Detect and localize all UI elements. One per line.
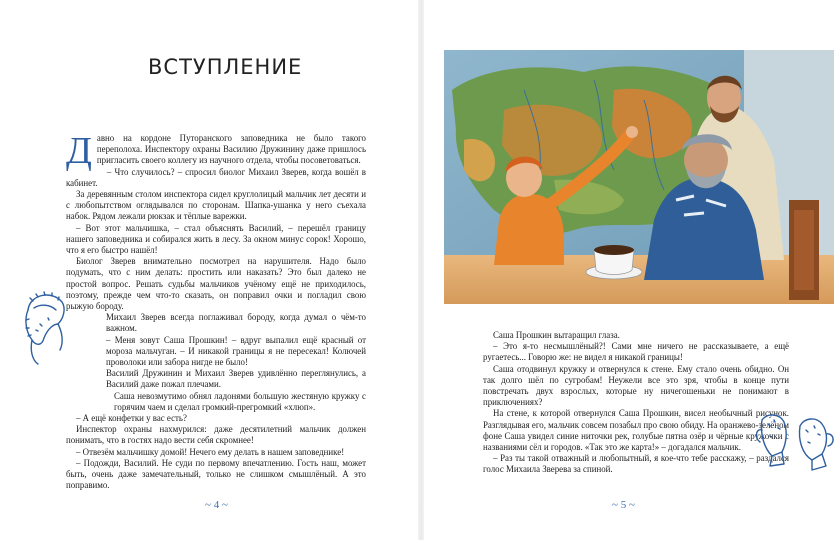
paragraph: Саша Прошкин вытаращил глаза. xyxy=(493,330,620,340)
paragraph: За деревянным столом инспектора сидел круглолицый мальчик лет десяти и с любопытством оглядывался по сторонам. Шапка-ушанка у него съехала набок. Рядом лежали рюкзак и тёплые варежки. xyxy=(66,189,366,222)
paragraph: Давно на кордоне Путоранского заповедника не было такого переполоха. Инспектору охраны Василию Дружинину даже пришлось пригласить своего коллегу из научного отдела, чтобы посоветоваться. xyxy=(66,130,366,172)
ushanka-hat-icon xyxy=(18,280,74,370)
right-page-text xyxy=(483,330,789,476)
paragraph: На стене, к которой отвернулся Саша Прошкин, висел необычный рисунок. Разглядывая его, мальчик совсем позабыл про свою обиду. На оранжево-зелёном фоне Саша увидел синие ниточки рек, голубые пятна озёр и чёрные кружочки с названиями сёл и городов. «Так это же карта!» – догадался мальчик. xyxy=(483,408,789,453)
paragraph: Василий Дружинин и Михаил Зверев удивлённо переглянулись, а Василий даже пожал плечами. xyxy=(106,368,366,390)
chapter-title: ВСТУПЛЕНИЕ xyxy=(148,55,303,79)
paragraph: Инспектор охраны нахмурился: даже десятилетний мальчик должен понимать, что в гостях надо вести себя скромнее! xyxy=(66,424,366,446)
paragraph: – А ещё конфетки у вас есть? xyxy=(76,413,187,424)
paragraph: Саша отодвинул кружку и отвернулся к стене. Ему стало очень обидно. Он так долго шёл по сугробам! Неужели все это зря, чтобы в конце пути повстречать двух взрослых, которые ну ничегошеньки не понимают в приключениях? xyxy=(483,363,789,408)
page-number: ~ 4 ~ xyxy=(205,499,228,511)
left-page xyxy=(0,0,418,540)
paragraph: Михаил Зверев всегда поглаживал бороду, когда думал о чём-то важном. xyxy=(106,312,366,334)
paragraph: Саша невозмутимо обнял ладонями большую жестяную кружку с горячим чаем и сделал громкий-прегромкий «хлюп». xyxy=(114,390,366,412)
paragraph: – Что случилось? – спросил биолог Михаил Зверев, когда вошёл в кабинет. xyxy=(66,166,366,188)
paragraph: – Меня зовут Саша Прошкин! – вдруг выпалил ещё красный от мороза мальчуган. – И никакой границы я не пересекал! Колючей проволоки или забора нигде не было! xyxy=(106,334,366,368)
paragraph: Биолог Зверев внимательно посмотрел на нарушителя. Надо было подумать, что с ним делать: простить или наказать? Это был далеко не простой вопрос. Решать судьбы мальчиков учёному ещё не приходилось, поэтому, прежде чем что-то сказать, он поправил очки и погладил свою рыжую бороду. xyxy=(66,256,366,312)
map-scene-illustration-icon xyxy=(444,50,834,304)
paragraph: – Вот этот мальчишка, – стал объяснять Василий, – перешёл границу нашего заповедника и собирался жить в лесу. За окном минус сорок! Хорошо, что я его быстро нашёл! xyxy=(66,222,366,256)
drop-cap: Д xyxy=(66,130,92,172)
left-page-text xyxy=(66,130,366,492)
paragraph: – Отвезём мальчишку домой! Нечего ему делать в нашем заповеднике! xyxy=(76,446,345,457)
page-number: ~ 5 ~ xyxy=(612,499,635,511)
paragraph: – Это я-то несмышлёный?! Сами мне ничего не рассказываете, а ещё ругаетесь... Говорю же: не видел я никакой границы! xyxy=(483,341,789,363)
right-page xyxy=(424,0,840,540)
paragraph: – Раз ты такой отважный и любопытный, я кое-что тебе расскажу, – раздался голос Михаила Зверева за спиной. xyxy=(483,453,789,475)
paragraph: – Подожди, Василий. Не суди по первому впечатлению. Гость наш, может быть, очень даже замечательный, только не слишком смышлёный. А это поправимо. xyxy=(66,457,366,491)
mittens-icon xyxy=(756,400,836,475)
